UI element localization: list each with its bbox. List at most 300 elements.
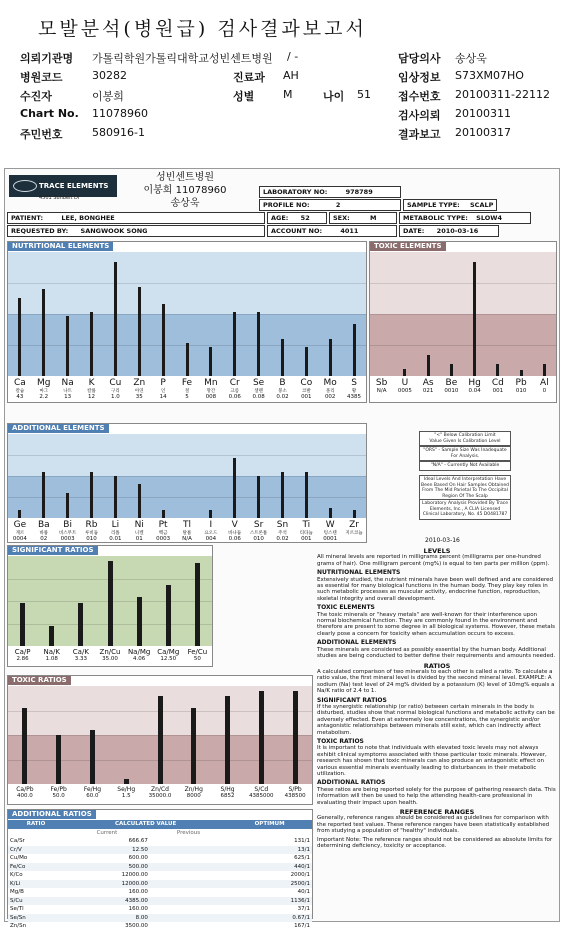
dept-note: / - bbox=[287, 50, 299, 63]
chart-bar bbox=[305, 347, 308, 376]
chart-bar bbox=[66, 493, 69, 518]
ratio-row bbox=[8, 871, 312, 880]
chart-bar bbox=[90, 730, 95, 784]
ratio-previous bbox=[150, 837, 227, 846]
data-label: 35000.0 bbox=[148, 793, 172, 799]
ratio-optimum: 2000/1 bbox=[290, 872, 310, 879]
data-label: 50 bbox=[193, 656, 201, 662]
add-text: These minerals are considered as possibly essential by the human body. Additional studies are being conducted to better define their requirements and amounts needed. bbox=[317, 646, 556, 660]
data-label: 43 bbox=[16, 394, 24, 400]
chart-bar bbox=[305, 472, 308, 518]
institution-value: 가톨릭학원가톨릭대학교성빈센트병원 bbox=[92, 52, 273, 65]
account-no: 4011 bbox=[340, 227, 359, 235]
chart-bar bbox=[162, 510, 165, 518]
chart-bar bbox=[137, 597, 142, 647]
gridline bbox=[8, 476, 366, 477]
axis-label: Mg bbox=[37, 378, 51, 388]
lab-logo-text: TRACE ELEMENTS bbox=[39, 182, 109, 190]
dept-label: 진료과 bbox=[233, 71, 265, 84]
axis-label: Li bbox=[111, 520, 120, 530]
ratio-previous bbox=[150, 854, 227, 863]
data-label: 0.06 bbox=[228, 536, 241, 542]
calibration-legend bbox=[419, 431, 511, 446]
korean-label: 코발 bbox=[301, 389, 311, 394]
korean-label: 마그 bbox=[39, 389, 49, 394]
korean-label: 요오드 bbox=[204, 531, 218, 536]
axis-label: Ba bbox=[37, 520, 50, 530]
ratio-optimum: 440/1 bbox=[294, 863, 310, 870]
toxic-ratios-title: TOXIC RATIOS bbox=[8, 676, 71, 685]
axis-label: S/Hg bbox=[220, 786, 235, 793]
toxic-elements-chart bbox=[369, 241, 557, 403]
data-label: 3.33 bbox=[74, 656, 87, 662]
chart-bar bbox=[281, 472, 284, 518]
axis-label: Na/Mg bbox=[127, 648, 151, 656]
data-label: 0.02 bbox=[276, 394, 289, 400]
axis-label: Ti bbox=[302, 520, 311, 530]
chart-bar bbox=[90, 472, 93, 518]
chart-bar bbox=[353, 324, 356, 376]
chart-bar bbox=[18, 510, 21, 518]
axis-label: Se bbox=[252, 378, 265, 388]
sig-heading: SIGNIFICANT RATIOS bbox=[317, 696, 387, 704]
chart-bar bbox=[293, 691, 298, 784]
data-label: 0 bbox=[542, 388, 547, 394]
toxic-title: TOXIC ELEMENTS bbox=[370, 242, 446, 251]
result-date-label: 결과보고 bbox=[398, 128, 441, 141]
data-label: 2.86 bbox=[16, 656, 29, 662]
chart-bar bbox=[124, 779, 129, 784]
data-label: 4385 bbox=[347, 394, 362, 400]
chart-bar bbox=[403, 369, 406, 376]
gridline bbox=[370, 314, 556, 315]
chart-bar bbox=[186, 343, 189, 376]
lab-logo-icon bbox=[13, 180, 37, 192]
ratio-name: Fe/Co bbox=[10, 863, 26, 870]
axis-label: Cu bbox=[109, 378, 122, 388]
ref-heading: REFERENCE RANGES bbox=[399, 808, 475, 817]
data-label: 50.0 bbox=[52, 793, 65, 799]
resident-no-value: 580916-1 bbox=[92, 126, 145, 139]
chart-bar bbox=[496, 364, 499, 376]
data-label: 0001 bbox=[323, 536, 338, 542]
axis-label: Fe/Cu bbox=[187, 648, 208, 656]
ratio-current: 12000.00 bbox=[121, 880, 148, 887]
legend-line-2: Value Given Is Calibration Level bbox=[429, 438, 501, 444]
axis-label: Al bbox=[540, 378, 549, 388]
ratio-current: 666.67 bbox=[128, 838, 148, 845]
axis-label: P bbox=[160, 378, 166, 388]
patient-label: 수진자 bbox=[20, 90, 52, 103]
chart-bar bbox=[191, 708, 196, 784]
chart-bar bbox=[473, 262, 476, 376]
report-patient: LEE, BONGHEE bbox=[61, 214, 115, 222]
lab-no-box: LABORATORY NO: 978789 bbox=[259, 186, 401, 198]
korean-label: 망간 bbox=[206, 389, 216, 394]
report-date-footer: 2010-03-16 bbox=[425, 537, 460, 544]
korean-label: 니켈 bbox=[134, 531, 144, 536]
axis-label: Ge bbox=[13, 520, 27, 530]
ratio-name: Mg/B bbox=[10, 889, 24, 896]
data-label: 400.0 bbox=[17, 793, 33, 799]
korean-label: 비스무트 bbox=[58, 531, 77, 536]
data-label: 6852 bbox=[220, 793, 235, 799]
korean-label: 티타늄 bbox=[299, 531, 313, 536]
axis-label: Se/Hg bbox=[117, 786, 136, 793]
chart-bar bbox=[90, 312, 93, 376]
ratio-name: Cr/V bbox=[10, 846, 22, 853]
data-label: 13 bbox=[64, 394, 72, 400]
ratio-current: 12000.00 bbox=[121, 872, 148, 879]
korean-label: 텅스텐 bbox=[323, 531, 337, 536]
korean-label: 주석 bbox=[278, 531, 287, 536]
gridline bbox=[8, 455, 366, 456]
axis-label: Zr bbox=[349, 520, 359, 530]
dept-value: AH bbox=[283, 69, 299, 82]
data-label: 002 bbox=[324, 394, 336, 400]
important-note: Important Note: The reference ranges should not be considered as absolute limits for determining deficiency, toxicity or acceptance. bbox=[317, 836, 553, 850]
report-age: 52 bbox=[300, 214, 310, 222]
axis-label: Ni bbox=[134, 520, 144, 530]
data-label: 0.04 bbox=[468, 388, 481, 394]
ratio-name: K/Li bbox=[10, 880, 21, 887]
ratio-optimum: 0.67/1 bbox=[292, 914, 310, 921]
chart-bar bbox=[353, 510, 356, 518]
korean-label: 게르 bbox=[15, 531, 25, 536]
ratio-previous bbox=[150, 863, 227, 872]
hospital-stamp bbox=[127, 171, 243, 210]
korean-label: 아연 bbox=[134, 389, 144, 394]
ratio-optimum: 131/1 bbox=[294, 838, 310, 845]
ratio-previous bbox=[150, 922, 227, 931]
axis-label: I bbox=[209, 520, 213, 530]
ratio-name: S/Cu bbox=[10, 897, 23, 904]
ors-legend: "ORS" - Sample Size Was Inadequate For Analysis. bbox=[419, 446, 511, 461]
data-label: 60.0 bbox=[86, 793, 99, 799]
axis-label: Pt bbox=[158, 520, 168, 530]
levels-heading: LEVELS bbox=[423, 547, 451, 555]
ratio-row bbox=[8, 914, 312, 923]
chart-bar bbox=[329, 508, 332, 518]
ratios-text: A calculated comparison of two minerals to each other is called a ratio. To calculate a ratio value, the first mineral level is divided by the second mineral level. EXAMPLE: A sodium (Na) test level of 24 mg% divided by a potassium (K) level of 10mg% equals a Na/K ratio of 2.4 to 1. bbox=[317, 668, 555, 695]
chart-bar bbox=[108, 561, 113, 647]
korean-label: 몰리 bbox=[325, 389, 335, 394]
account-box: ACCOUNT NO: 4011 bbox=[267, 225, 397, 237]
data-label: 1.5 bbox=[121, 793, 131, 799]
ref-text: Generally, reference ranges should be considered as guidelines for comparison with the reported test values. These reference ranges have been statistically established from studying a population of "healthy" individuals. bbox=[317, 815, 550, 835]
profile-box: PROFILE NO: 2 bbox=[259, 199, 401, 211]
axis-label: Zn/Hg bbox=[184, 786, 203, 793]
axis-label: V bbox=[231, 520, 238, 530]
axis-label: Na/K bbox=[43, 648, 60, 656]
ratio-previous bbox=[150, 846, 227, 855]
ratio-optimum: 1136/1 bbox=[290, 897, 310, 904]
ratio-current: 600.00 bbox=[128, 855, 148, 862]
stamp-line-2: 이봉희 11078960 bbox=[143, 185, 227, 196]
ratio-row bbox=[8, 922, 312, 931]
ratio-optimum: 2500/1 bbox=[290, 880, 310, 887]
gridline bbox=[370, 345, 556, 346]
metabolic-type: SLOW4 bbox=[476, 214, 502, 222]
data-label: 14 bbox=[159, 394, 167, 400]
axis-label: Fe/Hg bbox=[83, 786, 101, 793]
data-label: 438500 bbox=[284, 793, 306, 799]
receipt-no-label: 접수번호 bbox=[398, 90, 441, 103]
data-label: 010 bbox=[515, 388, 527, 394]
chart-bar bbox=[233, 312, 236, 376]
chart-bar bbox=[225, 696, 230, 784]
korean-label: 탈륨 bbox=[182, 531, 192, 536]
significant-title: SIGNIFICANT RATIOS bbox=[8, 546, 98, 555]
axis-label: Na bbox=[61, 378, 74, 388]
col-current: Current bbox=[96, 829, 118, 836]
axis-label: As bbox=[422, 378, 434, 388]
clinical-info-label: 임상정보 bbox=[398, 71, 441, 84]
axis-label: Zn/Cu bbox=[99, 648, 121, 656]
chart-no-value: 11078960 bbox=[92, 107, 148, 120]
ratio-row bbox=[8, 846, 312, 855]
col-optimum: OPTIMUM bbox=[254, 821, 285, 828]
data-label: 008 bbox=[205, 394, 217, 400]
korean-label: 칼슘 bbox=[15, 389, 25, 394]
data-label: 0.01 bbox=[109, 536, 122, 542]
data-label: 021 bbox=[422, 388, 434, 394]
chart-bar bbox=[329, 339, 332, 376]
chart-bar bbox=[450, 364, 453, 376]
data-label: 0.02 bbox=[276, 536, 289, 542]
chart-bar bbox=[78, 603, 83, 646]
axis-label: Bi bbox=[63, 520, 72, 530]
axis-label: Ca bbox=[14, 378, 26, 388]
toxr-heading: TOXIC RATIOS bbox=[317, 737, 364, 745]
axis-label: K bbox=[88, 378, 95, 388]
data-label: 8000 bbox=[186, 793, 201, 799]
chart-bar bbox=[162, 304, 165, 376]
sex-label: 성별 bbox=[233, 90, 255, 103]
ratio-current: 160.00 bbox=[128, 906, 148, 913]
interpretation-text bbox=[317, 545, 557, 919]
chart-bar bbox=[281, 339, 284, 376]
korean-label: 인 bbox=[160, 389, 166, 394]
axis-label: Fe bbox=[181, 378, 193, 388]
ratio-row bbox=[8, 888, 312, 897]
data-label: 35.00 bbox=[102, 656, 118, 662]
nutritional-elements-chart bbox=[7, 241, 367, 403]
levels-text: All mineral levels are reported in milligrams percent (milligrams per one-hundred grams of hair). One milligram percent (mg%) is equal to ten parts per million (ppm). bbox=[317, 554, 550, 567]
chart-bar bbox=[22, 708, 27, 784]
ratio-current: 4385.00 bbox=[125, 897, 148, 904]
ratio-name: Cu/Mo bbox=[10, 855, 28, 862]
data-label: 4385000 bbox=[249, 793, 274, 799]
korean-label: 백금 bbox=[158, 531, 168, 536]
ratio-optimum: 13/1 bbox=[297, 846, 310, 853]
scanned-report bbox=[4, 168, 560, 930]
axis-label: Zn bbox=[133, 378, 146, 388]
korean-label: 칼륨 bbox=[87, 389, 96, 394]
data-label: 12 bbox=[88, 394, 96, 400]
ratio-row bbox=[8, 905, 312, 914]
metabolic-box: METABOLIC TYPE: SLOW4 bbox=[399, 212, 531, 224]
addr-heading: ADDITIONAL RATIOS bbox=[317, 779, 386, 787]
korean-label: 지르코늄 bbox=[345, 531, 363, 536]
chart-bar bbox=[209, 347, 212, 376]
ratio-row bbox=[8, 854, 312, 863]
add-heading: ADDITIONAL ELEMENTS bbox=[317, 639, 397, 647]
chart-bar bbox=[257, 476, 260, 518]
lab-logo bbox=[9, 175, 117, 201]
patient-box: PATIENT: LEE, BONGHEE bbox=[7, 212, 265, 224]
data-label: 010 bbox=[86, 536, 97, 542]
ratio-current: 8.00 bbox=[135, 914, 148, 921]
sex-value: M bbox=[283, 88, 293, 101]
data-label: 02 bbox=[40, 536, 48, 542]
tox-heading: TOXIC ELEMENTS bbox=[317, 604, 375, 612]
ratio-optimum: 40/1 bbox=[297, 889, 310, 896]
axis-label: B bbox=[279, 378, 286, 388]
ratio-name: Se/Tl bbox=[10, 906, 24, 913]
age-label: 나이 bbox=[323, 90, 345, 103]
sample-type: SCALP bbox=[470, 201, 494, 209]
korean-label: 크롬 bbox=[230, 389, 240, 394]
chart-bar bbox=[209, 510, 212, 518]
korean-label: 나트 bbox=[63, 389, 72, 394]
data-label: 0010 bbox=[444, 388, 459, 394]
axis-label: W bbox=[325, 520, 335, 530]
axis-label: Rb bbox=[85, 520, 98, 530]
col-ratio: RATIO bbox=[26, 821, 46, 828]
chart-bar bbox=[138, 484, 141, 518]
nutritional-title: NUTRITIONAL ELEMENTS bbox=[8, 242, 113, 251]
axis-label: Sn bbox=[276, 520, 289, 530]
data-label: 001 bbox=[492, 388, 504, 394]
clinical-info-value: S73XM07HO bbox=[455, 69, 524, 82]
request-header bbox=[0, 50, 565, 148]
ratio-name: K/Co bbox=[10, 872, 23, 879]
lab-no: 978789 bbox=[345, 188, 373, 196]
ratio-current: 160.00 bbox=[128, 889, 148, 896]
axis-label: Pb bbox=[515, 378, 527, 388]
ideal-levels-note: Ideal Levels And Interpretation Have Been Based On Hair Samples Obtained From The Mid Parietal To The Occipital Region Of The Scalp bbox=[419, 475, 511, 501]
ratio-optimum: 167/1 bbox=[294, 923, 310, 930]
ratio-optimum: 37/1 bbox=[297, 906, 310, 913]
requested-by: SANGWOOK SONG bbox=[80, 227, 148, 235]
data-label: N/A bbox=[376, 388, 387, 394]
report-sex: M bbox=[370, 214, 377, 222]
chart-bar bbox=[257, 312, 260, 376]
data-label: 010 bbox=[253, 536, 264, 542]
ratio-previous bbox=[150, 905, 227, 914]
axis-label: S bbox=[351, 378, 357, 388]
data-label: 01 bbox=[135, 536, 143, 542]
data-label: 0.06 bbox=[228, 394, 241, 400]
axis-label: Cr bbox=[229, 378, 240, 388]
patient-value: 이봉희 bbox=[92, 90, 124, 103]
additional-ratios-title: ADDITIONAL RATIOS bbox=[8, 810, 96, 819]
report-date: 2010-03-16 bbox=[436, 227, 479, 235]
chart-bar bbox=[259, 691, 264, 784]
ratio-row bbox=[8, 837, 312, 846]
chart-bar bbox=[49, 626, 54, 646]
result-date-value: 20100317 bbox=[455, 126, 511, 139]
axis-label: Cd bbox=[491, 378, 504, 388]
data-label: 0003 bbox=[60, 536, 75, 542]
chart-bar bbox=[20, 603, 25, 646]
doctor-value: 송상욱 bbox=[455, 52, 487, 65]
axis-label: Mo bbox=[323, 378, 337, 388]
data-label: 0004 bbox=[12, 536, 27, 542]
institution-label: 의뢰기관명 bbox=[20, 52, 74, 65]
nut-heading: NUTRITIONAL ELEMENTS bbox=[317, 569, 401, 577]
axis-label: Mn bbox=[204, 378, 218, 388]
chart-bar bbox=[166, 585, 171, 646]
chart-bar bbox=[66, 316, 69, 376]
data-label: 2.2 bbox=[39, 394, 49, 400]
chart-bar bbox=[114, 262, 117, 376]
axis-label: Sb bbox=[375, 378, 388, 388]
korean-label: 바륨 bbox=[39, 531, 49, 536]
korean-label: 스트론튬 bbox=[249, 531, 268, 536]
korean-label: 구리 bbox=[111, 389, 120, 394]
chart-bar bbox=[42, 289, 45, 376]
korean-label: 철 bbox=[184, 389, 190, 394]
ratio-row bbox=[8, 863, 312, 872]
data-label: 5 bbox=[185, 394, 189, 400]
data-label: 4.06 bbox=[133, 656, 146, 662]
chart-bar bbox=[114, 476, 117, 518]
nut-text: Extensively studied, the nutrient minerals have been well defined and are considered as essential for many biological functions in the human body. They play key roles in such metabolic processes as muscular activity, endocrine function, reproduction, skeletal integrity and overall development. bbox=[317, 576, 553, 602]
ratio-row bbox=[8, 880, 312, 889]
age-box: AGE: 52 bbox=[267, 212, 327, 224]
profile-no: 2 bbox=[335, 201, 341, 209]
ratio-previous bbox=[150, 871, 227, 880]
sig-text: If the synergistic relationship (or ratio) between certain minerals in the body is disturbed, studies show that normal biological functions and metabolic activity can be adversely effected. Even at extremely low concentrations, the synergistic and/or antagonistic relationships between minerals still exist, which can indirectly affect metabolism. bbox=[317, 703, 555, 736]
request-date-label: 검사의뢰 bbox=[398, 109, 441, 122]
report-title: 모발분석(병원급) 검사결과보고서 bbox=[38, 18, 367, 40]
stamp-line-3: 송상욱 bbox=[170, 198, 200, 209]
additional-title: ADDITIONAL ELEMENTS bbox=[8, 424, 109, 433]
lab-license-note: Laboratory Analysis Provided By Trace Elements, Inc., A CLIA Licensed Clinical Laboratory, No. 45 D0481787 bbox=[419, 499, 511, 520]
chart-bar bbox=[18, 298, 21, 376]
tox-text: The toxic minerals or "heavy metals" are well-known for their interference upon normal biochemical function. They are commonly found in the environment and therefore are present to some degree in all biological systems. However, these metals clearly pose a concern for toxicity when accumulation occurs to excess. bbox=[317, 611, 556, 637]
axis-label: Ca/K bbox=[72, 648, 89, 656]
data-label: 1.0 bbox=[111, 394, 120, 400]
data-label: 1.08 bbox=[45, 656, 58, 662]
axis-label: Sr bbox=[253, 520, 264, 530]
korean-label: 셀렌 bbox=[254, 389, 263, 394]
requested-box: REQUESTED BY: SANGWOOK SONG bbox=[7, 225, 265, 237]
ratio-current: 500.00 bbox=[128, 863, 148, 870]
gridline bbox=[8, 314, 366, 315]
data-label: 12.50 bbox=[160, 656, 177, 662]
sex-box: SEX: M bbox=[329, 212, 397, 224]
toxr-text: It is important to note that individuals with elevated toxic levels may not always exhibit clinical symptoms associated with those particular toxic minerals. However, research has shown that toxic minerals can also produce an antagonistic effect on various essential minerals eventually leading to disturbances in their metabolic utilization. bbox=[317, 745, 547, 777]
age-value: 51 bbox=[357, 88, 371, 101]
axis-label: Tl bbox=[182, 520, 191, 530]
ratio-name: Se/Sn bbox=[10, 914, 26, 921]
chart-bar bbox=[42, 472, 45, 518]
ratio-previous bbox=[150, 914, 227, 923]
chart-bar bbox=[233, 458, 236, 518]
stamp-line-1: 성빈센트병원 bbox=[156, 172, 214, 183]
axis-label: U bbox=[401, 378, 409, 388]
axis-label: Ca/Mg bbox=[157, 648, 180, 656]
gridline bbox=[8, 497, 366, 498]
chart-bar bbox=[543, 364, 546, 376]
hospital-code-value: 30282 bbox=[92, 69, 127, 82]
col-previous: Previous bbox=[176, 829, 201, 836]
data-label: 004 bbox=[205, 536, 217, 542]
ratio-name: Ca/Sr bbox=[10, 838, 25, 845]
